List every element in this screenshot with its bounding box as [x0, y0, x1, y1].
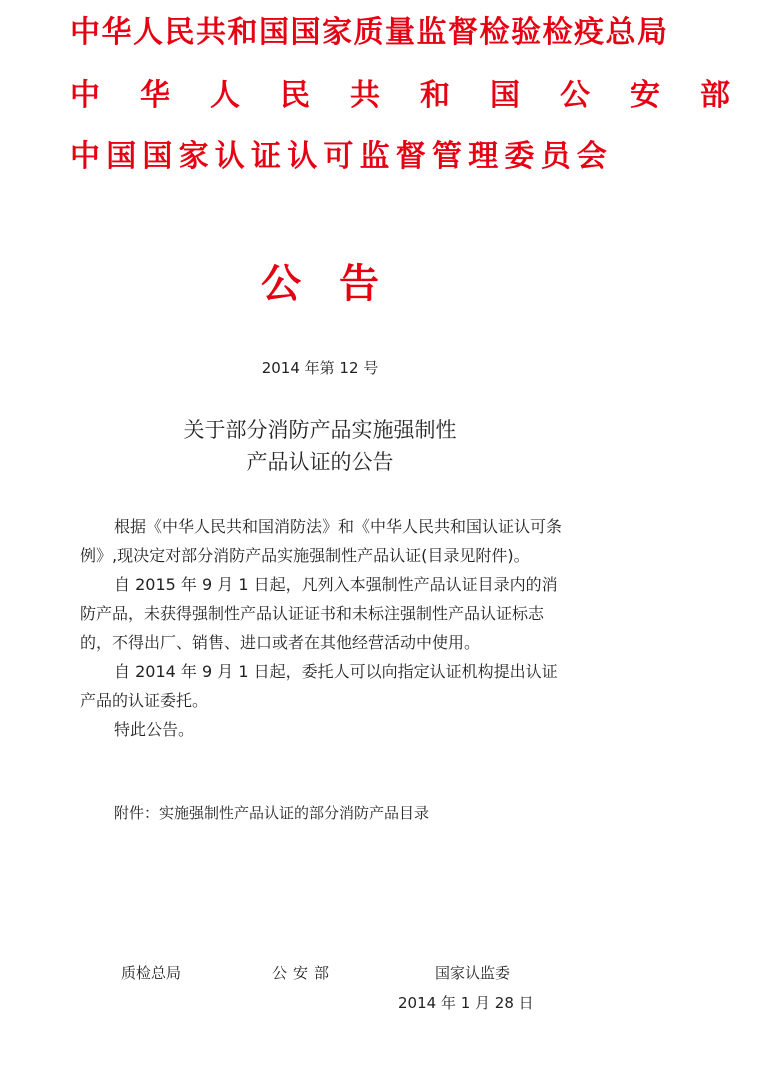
issuer-cnca: 中国国家认证认可监督管理委员会	[70, 139, 613, 174]
signature-public-security: 公安部	[272, 964, 336, 982]
document-number: 2014 年第 12 号	[261, 359, 379, 377]
body-paragraph-effective-date: 自 2015 年 9 月 1 日起，凡列入本强制性产品认证目录内的消防产品，未获得强制性产品认证证书和未标注强制性产品认证标志的，不得出厂、销售、进口或者在其他经营活动中使用。	[80, 575, 558, 652]
notice-title: 公告	[261, 261, 417, 307]
notice-body	[80, 512, 568, 744]
subject-line-1: 关于部分消防产品实施强制性	[183, 418, 457, 442]
attachment-note: 附件：实施强制性产品认证的部分消防产品目录	[114, 804, 430, 822]
body-paragraph-commission-start: 自 2014 年 9 月 1 日起，委托人可以向指定认证机构提出认证产品的认证委托。	[80, 662, 558, 710]
issuer-aqsiq: 中华人民共和国国家质量监督检验检疫总局	[70, 15, 669, 50]
signature-aqsiq: 质检总局	[121, 964, 182, 982]
signature-cnca: 国家认监委	[435, 964, 511, 982]
subject-line-2: 产品认证的公告	[246, 450, 394, 474]
notice-subject	[0, 414, 640, 478]
issuer-ministry-of-public-security: 中华人民共和国公安部	[70, 78, 770, 113]
issue-date: 2014 年 1 月 28 日	[398, 994, 534, 1012]
body-paragraph-closing: 特此公告。	[114, 720, 195, 739]
body-paragraph-legal-basis: 根据《中华人民共和国消防法》和《中华人民共和国认证认可条例》,现决定对部分消防产品实施强制性产品认证(目录见附件)。	[80, 517, 563, 565]
